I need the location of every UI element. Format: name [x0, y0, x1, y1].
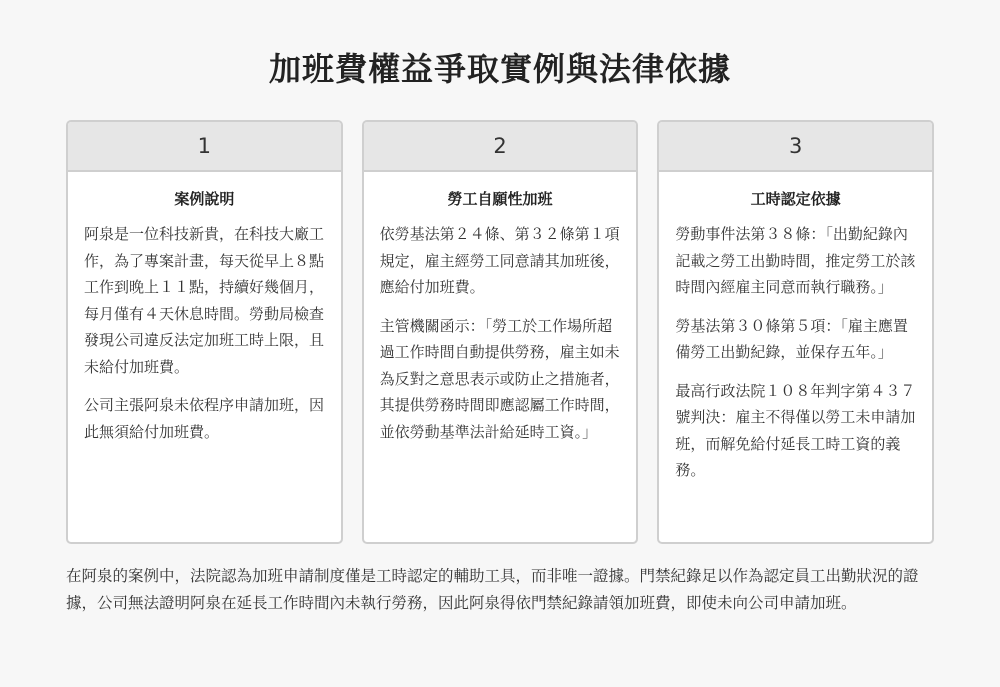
card-body	[68, 172, 341, 467]
card-number: 2	[364, 122, 637, 172]
card-body	[364, 172, 637, 467]
card-paragraph: 阿泉是一位科技新貴，在科技大廠工作，為了專案計畫，每天從早上８點工作到晚上１１點，持續好幾個月，每月僅有４天休息時間。勞動局檢查發現公司違反法定加班工時上限，且未給付加班費。	[84, 225, 325, 376]
card-heading: 勞工自願性加班	[447, 190, 553, 208]
card-paragraph: 主管機關函示：「勞工於工作場所超過工作時間自動提供勞務，雇主如未為反對之意思表示或防止之措施者，其提供勞務時間即應認屬工作時間，並依勞動基準法計給延時工資。」	[379, 316, 620, 441]
page-title: 加班費權益爭取實例與法律依據	[268, 50, 731, 88]
card-paragraph: 勞動事件法第３８條：「出勤紀錄內記載之勞工出勤時間，推定勞工於該時間內經雇主同意而執行職務。」	[675, 225, 916, 296]
card-heading: 案例說明	[174, 190, 235, 208]
card-number: 1	[68, 122, 341, 172]
card-heading: 工時認定依據	[750, 190, 841, 208]
card-body	[659, 172, 932, 506]
card-voluntary-overtime	[362, 120, 639, 544]
card-paragraph: 公司主張阿泉未依程序申請加班，因此無須給付加班費。	[84, 396, 325, 441]
card-number: 3	[659, 122, 932, 172]
card-paragraph: 最高行政法院１０８年判字第４３７號判決：雇主不得僅以勞工未申請加班，而解免給付延長工時工資的義務。	[675, 381, 916, 479]
card-working-hours-basis	[657, 120, 934, 544]
card-case-description	[66, 120, 343, 544]
card-row	[66, 120, 934, 544]
card-paragraph: 勞基法第３０條第５項：「雇主應置備勞工出勤紀錄，並保存五年。」	[675, 316, 908, 361]
summary-paragraph: 在阿泉的案例中，法院認為加班申請制度僅是工時認定的輔助工具，而非唯一證據。門禁紀錄足以作為認定員工出勤狀況的證據，公司無法證明阿泉在延長工作時間內未執行勞務，因此阿泉得依門禁紀錄請領加班費，即使未向公司申請加班。	[66, 567, 919, 612]
card-paragraph: 依勞基法第２４條、第３２條第１項規定，雇主經勞工同意請其加班後，應給付加班費。	[379, 225, 620, 296]
